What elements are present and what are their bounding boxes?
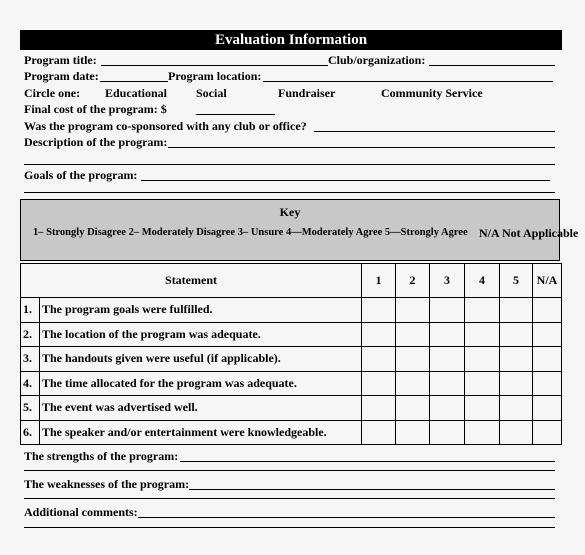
rating-header: N/A bbox=[533, 264, 562, 298]
rating-cell[interactable] bbox=[533, 322, 562, 347]
rating-header: 1 bbox=[362, 264, 396, 298]
row-number: 3. bbox=[21, 347, 40, 372]
rating-cell[interactable] bbox=[465, 298, 500, 323]
key-title: Key bbox=[279, 205, 301, 219]
rating-cell[interactable] bbox=[396, 420, 430, 445]
row-statement: The location of the program was adequate. bbox=[40, 322, 362, 347]
row-number: 1. bbox=[21, 298, 40, 323]
rating-cell[interactable] bbox=[396, 396, 430, 421]
rating-header: 5 bbox=[500, 264, 533, 298]
rating-cell[interactable] bbox=[500, 322, 533, 347]
table-row bbox=[21, 396, 562, 421]
program-date-label: Program date: bbox=[24, 69, 99, 83]
comments-field[interactable] bbox=[138, 517, 555, 518]
rating-cell[interactable] bbox=[396, 371, 430, 396]
strengths-label: The strengths of the program: bbox=[24, 449, 179, 463]
rating-cell[interactable] bbox=[396, 322, 430, 347]
description-label: Description of the program: bbox=[24, 135, 168, 149]
club-organization-field[interactable] bbox=[429, 65, 555, 66]
rating-header: 4 bbox=[465, 264, 500, 298]
table-row bbox=[21, 347, 562, 372]
rating-cell[interactable] bbox=[430, 298, 465, 323]
strengths-field-line-2[interactable] bbox=[24, 470, 555, 471]
rating-cell[interactable] bbox=[465, 322, 500, 347]
table-row bbox=[21, 371, 562, 396]
rating-cell[interactable] bbox=[533, 347, 562, 372]
comments-field-line-2[interactable] bbox=[24, 527, 555, 528]
option-community-service[interactable]: Community Service bbox=[381, 86, 483, 100]
club-organization-label: Club/organization: bbox=[328, 53, 426, 67]
rating-cell[interactable] bbox=[362, 371, 396, 396]
rating-cell[interactable] bbox=[465, 420, 500, 445]
rating-cell[interactable] bbox=[533, 371, 562, 396]
rating-cell[interactable] bbox=[362, 420, 396, 445]
program-title-field[interactable] bbox=[101, 65, 328, 66]
statement-header: Statement bbox=[21, 264, 362, 298]
rating-cell[interactable] bbox=[533, 396, 562, 421]
description-field[interactable] bbox=[168, 147, 555, 148]
rating-cell[interactable] bbox=[465, 347, 500, 372]
option-social[interactable]: Social bbox=[196, 86, 227, 100]
statement-table bbox=[20, 263, 562, 445]
weaknesses-field[interactable] bbox=[189, 489, 555, 490]
rating-cell[interactable] bbox=[430, 347, 465, 372]
cosponsored-field[interactable] bbox=[314, 131, 555, 132]
form-title: Evaluation Information bbox=[20, 30, 562, 50]
program-location-field[interactable] bbox=[263, 81, 553, 82]
option-fundraiser[interactable]: Fundraiser bbox=[278, 86, 336, 100]
key-box bbox=[20, 199, 579, 261]
rating-cell[interactable] bbox=[362, 396, 396, 421]
row-statement: The event was advertised well. bbox=[40, 396, 362, 421]
cosponsored-label: Was the program co-sponsored with any club or office? bbox=[24, 119, 307, 133]
rating-cell[interactable] bbox=[500, 347, 533, 372]
rating-cell[interactable] bbox=[465, 396, 500, 421]
description-field-line-2[interactable] bbox=[24, 164, 555, 165]
row-number: 2. bbox=[21, 322, 40, 347]
final-cost-label: Final cost of the program: $ bbox=[24, 102, 167, 116]
row-statement: The speaker and/or entertainment were knowledgeable. bbox=[40, 420, 362, 445]
rating-cell[interactable] bbox=[465, 371, 500, 396]
rating-cell[interactable] bbox=[430, 322, 465, 347]
row-statement: The handouts given were useful (if applicable). bbox=[40, 347, 362, 372]
rating-cell[interactable] bbox=[500, 396, 533, 421]
rating-cell[interactable] bbox=[533, 420, 562, 445]
rating-cell[interactable] bbox=[430, 371, 465, 396]
row-statement: The program goals were fulfilled. bbox=[40, 298, 362, 323]
weaknesses-field-line-2[interactable] bbox=[24, 498, 555, 499]
key-na: N/A Not Applicable bbox=[479, 226, 579, 240]
rating-cell[interactable] bbox=[362, 347, 396, 372]
circle-one-label: Circle one: bbox=[24, 86, 81, 100]
table-row bbox=[21, 420, 562, 445]
goals-label: Goals of the program: bbox=[24, 168, 138, 182]
key-scale: 1– Strongly Disagree 2– Moderately Disagree 3– Unsure 4—Moderately Agree 5—Strongly Agree bbox=[33, 227, 468, 238]
strengths-field[interactable] bbox=[180, 461, 555, 462]
rating-cell[interactable] bbox=[500, 420, 533, 445]
goals-field[interactable] bbox=[141, 180, 550, 181]
program-title-label: Program title: bbox=[24, 53, 97, 67]
program-location-label: Program location: bbox=[168, 69, 262, 83]
table-row bbox=[21, 298, 562, 323]
row-number: 5. bbox=[21, 396, 40, 421]
rating-cell[interactable] bbox=[430, 420, 465, 445]
weaknesses-label: The weaknesses of the program: bbox=[24, 477, 190, 491]
rating-cell[interactable] bbox=[362, 322, 396, 347]
option-educational[interactable]: Educational bbox=[105, 86, 168, 100]
comments-label: Additional comments: bbox=[24, 505, 138, 519]
rating-header: 2 bbox=[396, 264, 430, 298]
rating-cell[interactable] bbox=[362, 298, 396, 323]
rating-cell[interactable] bbox=[500, 371, 533, 396]
goals-field-line-2[interactable] bbox=[24, 192, 555, 193]
program-date-field[interactable] bbox=[100, 81, 168, 82]
row-number: 6. bbox=[21, 420, 40, 445]
rating-cell[interactable] bbox=[500, 298, 533, 323]
table-row bbox=[21, 322, 562, 347]
rating-cell[interactable] bbox=[396, 298, 430, 323]
rating-cell[interactable] bbox=[533, 298, 562, 323]
row-statement: The time allocated for the program was adequate. bbox=[40, 371, 362, 396]
table-header-row bbox=[21, 264, 562, 298]
row-number: 4. bbox=[21, 371, 40, 396]
rating-cell[interactable] bbox=[396, 347, 430, 372]
final-cost-field[interactable] bbox=[196, 114, 275, 115]
rating-header: 3 bbox=[430, 264, 465, 298]
rating-cell[interactable] bbox=[430, 396, 465, 421]
